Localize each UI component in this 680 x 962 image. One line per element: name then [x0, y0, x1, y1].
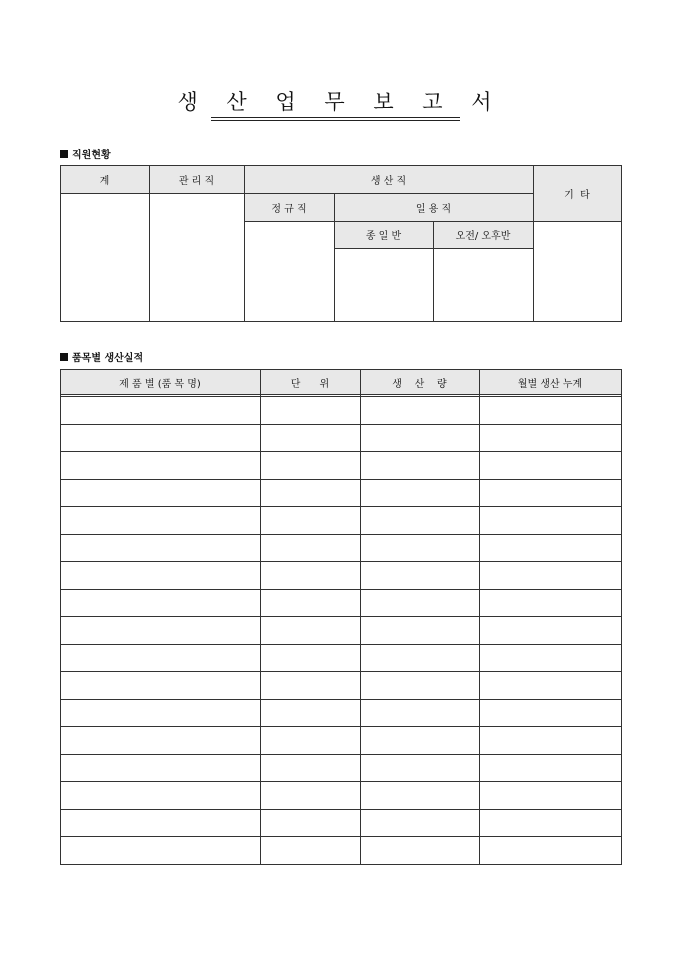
table-row	[60, 726, 622, 727]
staff-line-v3	[334, 193, 335, 322]
header-other: 기 타	[564, 189, 590, 201]
staff-line-v2	[244, 165, 245, 322]
staff-section-heading	[60, 146, 111, 161]
report-title: 생 산 업 무 보 고 서	[177, 90, 503, 114]
square-bullet-icon	[60, 353, 68, 361]
product-section-heading	[60, 349, 143, 364]
title-underline-bottom	[211, 120, 460, 121]
table-row	[60, 864, 622, 865]
table-row	[60, 671, 622, 672]
header-fullday: 종 일 반	[365, 231, 402, 242]
table-row	[60, 781, 622, 782]
table-row	[60, 754, 622, 755]
staff-line-h1	[60, 193, 533, 194]
table-row	[60, 809, 622, 810]
product-border-top	[60, 369, 622, 370]
table-row	[60, 644, 622, 645]
header-unit: 단 위	[290, 378, 330, 390]
staff-line-v4	[433, 221, 434, 322]
table-row	[60, 699, 622, 700]
table-row	[60, 451, 622, 452]
header-quantity: 생 산 량	[392, 378, 447, 390]
header-management: 관 리 직	[178, 175, 215, 187]
header-regular: 정 규 직	[271, 203, 307, 215]
staff-line-v5	[533, 165, 534, 322]
staff-border-right	[621, 165, 622, 322]
table-row	[60, 424, 622, 425]
staff-border-bottom	[60, 321, 622, 322]
product-line-v2	[360, 369, 361, 865]
staff-border-top	[60, 165, 622, 166]
header-halfday: 오전/ 오후반	[455, 231, 511, 242]
product-header-line-2	[60, 396, 622, 397]
title-underline-top	[211, 117, 460, 118]
staff-border-left	[60, 165, 61, 322]
table-row	[60, 836, 622, 837]
product-border-right	[621, 369, 622, 865]
table-row	[60, 534, 622, 535]
product-header-line-1	[60, 394, 622, 395]
header-monthly-total: 월별 생산 누계	[517, 378, 583, 390]
product-border-left	[60, 369, 61, 865]
header-daily: 일 용 직	[415, 203, 452, 215]
table-row	[60, 479, 622, 480]
product-section-label: 품목별 생산실적	[72, 353, 144, 364]
header-total: 계	[99, 175, 110, 187]
square-bullet-icon	[60, 150, 68, 158]
table-row	[60, 506, 622, 507]
staff-section-label: 직원현황	[72, 150, 111, 161]
header-product-name: 제 품 별 (품 목 명)	[119, 378, 201, 390]
table-row	[60, 616, 622, 617]
product-line-v1	[260, 369, 261, 865]
product-line-v3	[479, 369, 480, 865]
header-production: 생 산 직	[370, 175, 407, 187]
table-row	[60, 589, 622, 590]
staff-line-v1	[149, 165, 150, 322]
table-row	[60, 561, 622, 562]
